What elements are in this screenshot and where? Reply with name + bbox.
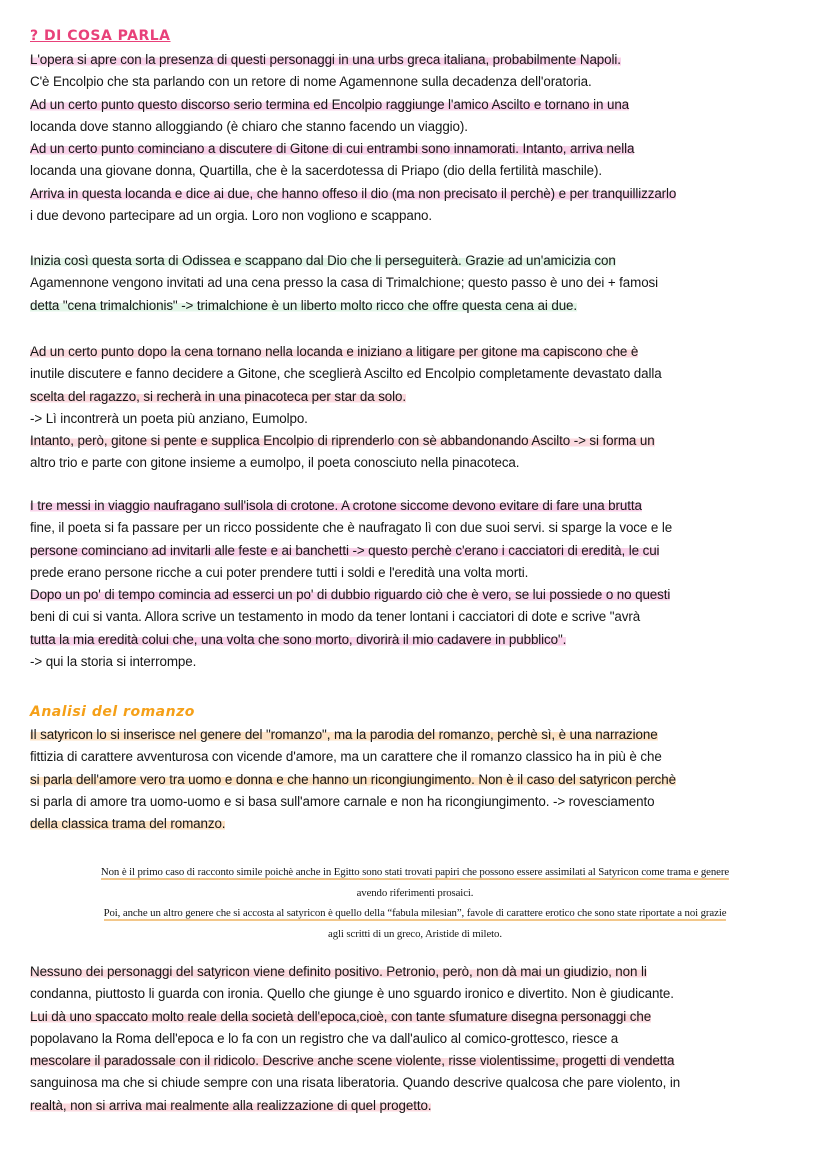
- text-line: [30, 341, 810, 363]
- text-line: [30, 983, 810, 1005]
- text-line-content: i due devono partecipare ad un orgia. Loro non vogliono e scappano.: [30, 208, 433, 224]
- text-line: [30, 791, 810, 813]
- text-line: [30, 1006, 810, 1028]
- text-line: [30, 94, 810, 116]
- text-line-content: fittizia di carattere avventurosa con vicende d'amore, ma un carattere che il romanzo classico ha in più è che: [30, 749, 662, 765]
- paragraph-precedenti-serif: [30, 862, 800, 944]
- text-line: [30, 961, 810, 983]
- text-line: [30, 183, 810, 205]
- paragraph-plot-intro: [30, 49, 810, 227]
- text-line: [30, 1050, 810, 1072]
- section-heading-di-cosa-parla: ? DI COSA PARLA: [30, 28, 171, 44]
- text-line-content: tutta la mia eredità colui che, una volta che sono morto, divorirà il mio cadavere in pubblico".: [30, 631, 567, 647]
- text-line-content: Inizia così questa sorta di Odissea e scappano dal Dio che li perseguiterà. Grazie ad un'amicizia con: [30, 253, 616, 268]
- text-line-content: Poi, anche un altro genere che si accosta al satyricon è quello della “fabula milesian”, favole di carattere erotico che sono state riportate a noi grazie: [103, 907, 727, 919]
- text-line-content: Ad un certo punto cominciano a discutere di Gitone di cui entrambi sono innamorati. Intanto, arriva nella: [30, 141, 635, 157]
- text-line: [30, 1095, 810, 1117]
- text-line-content: Ad un certo punto questo discorso serio termina ed Encolpio raggiunge l'amico Ascilto e tornano in una: [30, 96, 630, 112]
- text-line-content: -> Lì incontrerà un poeta più anziano, Eumolpo.: [30, 410, 308, 426]
- text-line: [30, 862, 800, 883]
- text-line: [30, 452, 810, 474]
- text-line-content: Intanto, però, gitone si pente e supplica Encolpio di riprenderlo con sè abbandonando Ascilto -> si forma un: [30, 433, 655, 449]
- text-line-content: scelta del ragazzo, si recherà in una pinacoteca per star da solo.: [30, 388, 406, 404]
- text-line-content: prede erano persone ricche a cui poter prendere tutti i soldi e l'eredità una volta morti.: [30, 564, 529, 580]
- text-line: [30, 71, 810, 93]
- text-line-content: Non è il primo caso di racconto simile poichè anche in Egitto sono stati trovati papiri che possono essere assimilati al Satyricon come trama e genere: [100, 866, 730, 878]
- text-line: [30, 629, 810, 651]
- text-line: [30, 540, 810, 562]
- paragraph-gitone: [30, 341, 810, 475]
- text-line: [30, 160, 810, 182]
- text-line-content: si parla dell'amore vero tra uomo e donna e che hanno un ricongiungimento. Non è il caso del satyricon perchè: [30, 771, 676, 787]
- text-line-content: agli scritti di un greco, Aristide di mileto.: [328, 927, 502, 940]
- text-line-content: L'opera si apre con la presenza di questi personaggi in una urbs greca italiana, probabilmente Napoli.: [30, 52, 621, 67]
- text-line: [30, 746, 810, 768]
- text-line: [30, 49, 810, 71]
- text-line-content: inutile discutere e fanno decidere a Gitone, che sceglierà Ascilto ed Encolpio completamente devastato dalla: [30, 366, 662, 382]
- text-line-content: -> qui la storia si interrompe.: [30, 654, 197, 670]
- text-line-content: altro trio e parte con gitone insieme a eumolpo, il poeta conosciuto nella pinacoteca.: [30, 455, 520, 471]
- text-line: [30, 1072, 810, 1094]
- text-line: [30, 430, 810, 452]
- text-line: [30, 517, 810, 539]
- text-line: [30, 606, 810, 628]
- text-line-content: della classica trama del romanzo.: [30, 816, 226, 832]
- text-line-content: avendo riferimenti prosaici.: [356, 886, 474, 899]
- text-line: [30, 903, 800, 924]
- text-line-content: popolavano la Roma dell'epoca e lo fa con un registro che va dall'aulico al comico-grottesco, riesce a: [30, 1030, 619, 1046]
- text-line: [30, 769, 810, 791]
- text-line-content: si parla di amore tra uomo-uomo e si basa sull'amore carnale e non ha ricongiungimento. -> rovesciamento: [30, 793, 655, 809]
- text-line-content: persone cominciano ad invitarli alle feste e ai banchetti -> questo perchè c'erano i cacciatori di eredità, le cui: [30, 542, 660, 558]
- text-line: [30, 495, 810, 517]
- text-line-content: locanda dove stanno alloggiando (è chiaro che stanno facendo un viaggio).: [30, 118, 468, 134]
- text-line: [30, 205, 810, 227]
- text-line-content: Il satyricon lo si inserisce nel genere del "romanzo", ma la parodia del romanzo, perchè sì, è una narrazione: [30, 727, 658, 742]
- text-line-content: Arriva in questa locanda e dice ai due, che hanno offeso il dio (ma non precisato il perchè) e per tranquillizzarlo: [30, 185, 677, 201]
- text-line-content: C'è Encolpio che sta parlando con un retore di nome Agamennone sulla decadenza dell'oratoria.: [30, 74, 592, 90]
- text-line: [30, 116, 810, 138]
- paragraph-analisi: [30, 724, 810, 835]
- text-line-content: Agamennone vengono invitati ad una cena presso la casa di Trimalchione; questo passo è uno dei + famosi: [30, 275, 659, 291]
- text-line-content: I tre messi in viaggio naufragano sull'isola di crotone. A crotone siccome devono evitare di fare una brutta: [30, 498, 642, 513]
- text-line: [30, 138, 810, 160]
- text-line-content: Lui dà uno spaccato molto reale della società dell'epoca,cioè, con tante sfumature disegna personaggi che: [30, 1008, 652, 1024]
- text-line-content: mescolare il paradossale con il ridicolo. Descrive anche scene violente, risse violentissime, progetti di vendetta: [30, 1053, 675, 1069]
- text-line-content: condanna, piuttosto li guarda con ironia. Quello che giunge è uno sguardo ironico e divertito. Non è giudicante.: [30, 986, 674, 1002]
- text-line: [30, 1028, 810, 1050]
- text-line: [30, 408, 810, 430]
- text-line: [30, 562, 810, 584]
- text-line-content: fine, il poeta si fa passare per un ricco possidente che è naufragato lì con due suoi servi. si sparge la voce e le: [30, 520, 673, 536]
- text-line: [30, 813, 810, 835]
- text-line-content: realtà, non si arriva mai realmente alla realizzazione di quel progetto.: [30, 1097, 432, 1113]
- text-line: [30, 386, 810, 408]
- text-line: [30, 883, 800, 904]
- paragraph-personaggi: [30, 961, 810, 1117]
- text-line-content: Ad un certo punto dopo la cena tornano nella locanda e iniziano a litigare per gitone ma capiscono che è: [30, 344, 639, 359]
- text-line-content: beni di cui si vanta. Allora scrive un testamento in modo da tener lontani i cacciatori di dote e scrive "avrà: [30, 609, 641, 625]
- text-line: [30, 363, 810, 385]
- text-line: [30, 295, 810, 317]
- text-line-content: locanda una giovane donna, Quartilla, che è la sacerdotessa di Priapo (dio della fertilità maschile).: [30, 163, 602, 179]
- text-line: [30, 584, 810, 606]
- paragraph-odissea: [30, 250, 810, 317]
- section-heading-analisi-romanzo: Analisi del romanzo: [30, 704, 195, 720]
- text-line: [30, 724, 810, 746]
- text-line-content: Dopo un po' di tempo comincia ad esserci un po' di dubbio riguardo ciò che è vero, se lui possiede o no questi: [30, 587, 671, 603]
- text-line-content: detta "cena trimalchionis" -> trimalchione è un liberto molto ricco che offre questa cena ai due.: [30, 297, 578, 313]
- text-line: [30, 272, 810, 294]
- text-line: [30, 924, 800, 945]
- text-line-content: Nessuno dei personaggi del satyricon viene definito positivo. Petronio, però, non dà mai un giudizio, non li: [30, 964, 647, 979]
- text-line: [30, 651, 810, 673]
- paragraph-crotone: [30, 495, 810, 673]
- text-line: [30, 250, 810, 272]
- text-line-content: sanguinosa ma che si chiude sempre con una risata liberatoria. Quando descrive qualcosa che pare violento, in: [30, 1075, 681, 1091]
